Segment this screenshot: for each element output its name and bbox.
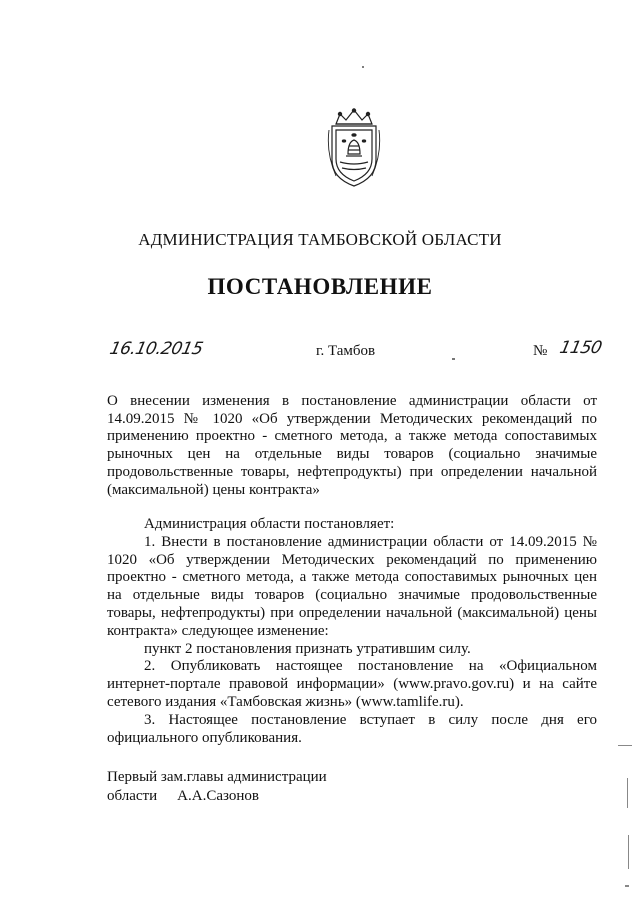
organization-name: АДМИНИСТРАЦИЯ ТАМБОВСКОЙ ОБЛАСТИ (138, 230, 502, 249)
city-label: г. Тамбов (316, 343, 376, 359)
scan-edge-mark (627, 778, 628, 808)
signature-block (107, 768, 407, 806)
signatory-name: А.А.Сазонов (177, 788, 259, 804)
scan-mark (452, 358, 455, 360)
number-sign: № (533, 343, 548, 359)
document-body (107, 516, 597, 747)
signatory-title-cont: области (107, 788, 158, 804)
preamble: Администрация области постановляет: (144, 516, 395, 532)
clause-3: 3. Настоящее постановление вступает в силу после дня его официального опубликования. (107, 711, 597, 746)
scan-edge-mark (628, 835, 629, 869)
scan-edge-mark (618, 745, 632, 746)
handwritten-date: 16.10.2015 (107, 339, 205, 359)
handwritten-number: 1150 (557, 338, 604, 358)
scan-edge-mark (625, 885, 629, 887)
coat-of-arms-icon (326, 108, 382, 188)
scan-dot (362, 66, 364, 68)
document-type-title: ПОСТАНОВЛЕНИЕ (207, 274, 433, 299)
signatory-title: Первый зам.главы администрации (107, 769, 327, 785)
clause-1: 1. Внести в постановление администрации области от 14.09.2015 № 1020 «Об утверждении Методических рекомендаций по применению проектно - сметного метода, а также метода сопоставимых рыночных цен на отдельные виды товаров (социально значимые продовольственные товары, нефтепродукты) при определении начальной (максимальной) цены контракта» следующее изменение: (107, 533, 597, 639)
clause-1-sub: пункт 2 постановления признать утратившим силу. (144, 640, 471, 657)
clause-2: 2. Опубликовать настоящее постановление на «Официальном интернет-портале правовой информации» (www.pravo.gov.ru) и на сайте сетевого издания «Тамбовская жизнь» (www.tamlife.ru). (107, 658, 597, 710)
document-subject: О внесении изменения в постановление администрации области от 14.09.2015 № 1020 «Об утверждении Методических рекомендаций по применению проектно - сметного метода, а также метода сопоставимых рыночных цен на отдельные виды товаров (социально значимые продовольственные товары, нефтепродукты) при определении начальной (максимальной) цены контракта» (107, 393, 597, 498)
